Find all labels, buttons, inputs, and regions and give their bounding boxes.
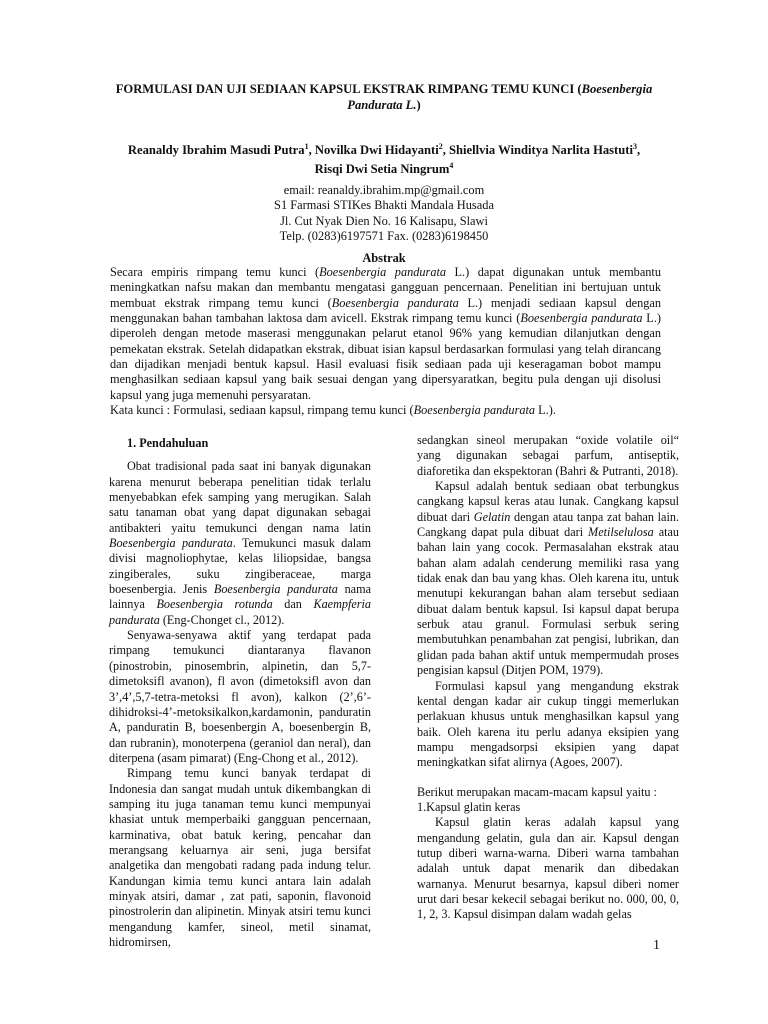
page-number: 1 [653, 938, 660, 953]
abstract-body [110, 265, 661, 418]
author-3: , Shiellvia Winditya Narlita Hastuti [442, 143, 633, 158]
abstract-sci: Boesenbergia pandurata [520, 311, 643, 326]
author-email: email: reanaldy.ibrahim.mp@gmail.com [283, 183, 485, 197]
keywords-text: L.). [535, 403, 556, 418]
title-close: ) [416, 98, 421, 112]
sci-name: Kaempferia pandurata [109, 597, 371, 627]
text-seg: (Eng-Chonget cl., 2012). [159, 612, 285, 627]
paragraph: Formulasi kapsul yang mengandung ekstrak kental dengan kadar air cukup tinggi memerlukan perlakuan khusus untuk menghasilkan kapsul yang baik. Oleh karena itu perlu adanya eksipien yang mampu mengadsorpsi eksipien yang dapat meningkatkan sifat alirnya (Agoes, 2007). [417, 678, 679, 770]
abstract-sci: Boesenbergia pandurata [319, 265, 447, 279]
address: Jl. Cut Nyak Dien No. 16 Kalisapu, Slawi [280, 213, 488, 228]
abstract-seg: L.) dapat digunakan untuk membantu meningkatkan nafsu makan dan membantu mengatasi gangguan pencernaan. Penelitian ini bertujuan untuk membuat ekstrak rimpang temu kunci ( [110, 265, 661, 310]
keywords [110, 403, 661, 418]
abstract-text [110, 265, 661, 403]
abstract-heading: Abstrak [362, 251, 406, 265]
author-2: , Novilka Dwi Hidayanti [308, 143, 439, 158]
left-column [109, 433, 371, 950]
affiliation: S1 Farmasi STIKes Bhakti Mandala Husada [274, 198, 494, 213]
sci-name: Boesenbergia pandurata [213, 582, 338, 597]
sci-name: Boesenbergia rotunda [156, 597, 273, 612]
author-4: Risqi Dwi Setia Ningrum [314, 162, 450, 177]
author-1: Reanaldy Ibrahim Masudi Putra [127, 143, 305, 158]
paragraph [109, 459, 371, 628]
paragraph: Kapsul glatin keras adalah kapsul yang mengandung gelatin, gula dan air. Kapsul dengan tutup diberi warna-warna. Diberi warna tambahan adalah untuk dapat menarik dan dibedakan warnanya. Menurut besarnya, kapsul diberi nomer urut dari besar kekecil sebagai berikut no. 000, 00, 0, 1, 2, 3. Kapsul disimpan dalam wadah gelas [417, 815, 679, 922]
paper-title [110, 81, 658, 113]
text-seg: atau bahan lain yang cocok. Permasalahan ekstrak atau bahan alam adalah cenderung memiliki rasa yang tidak enak dan bau yang khas. Oleh karena itu, untuk menutupi kekurangan bahan alam tersebut sediaan dibuat dalam bentuk kapsul. Isi kapsul dapat berupa serbuk atau granul. Formulasi serbuk sering membutuhkan penambahan zat pengisi, lubrikan, dan glidan pada bahan aktif untuk mempermudah proses pengisian kapsul (Ditjen POM, 1979). [417, 525, 679, 678]
list-heading: 1.Kapsul glatin keras [417, 799, 521, 814]
author-3-affil: 3 [632, 142, 637, 151]
paragraph: Berikut merupakan macam-macam kapsul yaitu : [417, 784, 657, 799]
right-column [417, 433, 679, 923]
section-heading-pendahuluan: 1. Pendahuluan [127, 436, 209, 450]
abstract-seg: L.) diperoleh dengan metode maserasi menggunakan pelarut etanol 96% yang kemudian dilanjutkan dengan pemekatan ekstrak. Setelah didapatkan ekstrak, dibuat isian kapsul berdasarkan formulasi yang telah dirancang dan dijadikan menjadi bentuk kapsul. Hasil evaluasi fisik sediaan pada uji keseragaman bobot mampu menghasilkan sediaan kapsul yang baik sesuai dengan yang dipersyaratkan, begitu pula dengan uji disolusi kapsul yang juga memenuhi persyaratan. [110, 311, 661, 402]
author-list [110, 139, 658, 177]
keywords-text: Kata kunci : Formulasi, sediaan kapsul, rimpang temu kunci ( [110, 403, 414, 418]
text-seg: dengan atau tanpa zat bahan lain. Cangkang dapat pula dibuat dari [417, 509, 679, 540]
contact-block [150, 183, 618, 245]
abstract-seg: L.) menjadi sediaan kapsul dengan menggunakan bahan tambahan laktosa dam avicell. Ekstrak rimpang temu kunci ( [110, 295, 661, 326]
italic-term: Gelatin [473, 509, 511, 524]
author-sep: , [636, 143, 641, 158]
keywords-sci: Boesenbergia pandurata [413, 403, 536, 418]
abstract-seg: Secara empiris rimpang temu kunci ( [110, 265, 320, 279]
sci-name: Boesenbergia pandurata [109, 536, 233, 551]
author-1-affil: 1 [304, 142, 309, 151]
paragraph: sedangkan sineol merupakan “oxide volatile oil“ yang digunakan sebagai parfum, antiseptik, diaforetika dan ekspektoran (Bahri & Putranti, 2018). [417, 433, 679, 478]
paragraph: Senyawa-senyawa aktif yang terdapat pada rimpang temukunci diantaranya flavanon (pinostrobin, pinosembrin, alpinetin, dan 5,7-dimetoksifl avanon), fl avon (dimetoksifl avon dan 3’,4’,5,7-tetra-metoksi fl avon), kalkon (2’,6’-dihidroksi-4’-metoksikalkon,kardamonin, panduratin A, panduratin B, boesenbergin A, boesenbergin B, dan rubranin), monoterpena (geraniol dan neral), dan diterpena (asam pimarat) (Eng-Chong et al., 2012). [109, 628, 371, 765]
text-seg: Kapsul adalah bentuk sediaan obat terbungkus cangkang kapsul keras atau lunak. Cangkang kapsul dibuat dari [417, 479, 679, 524]
phone-fax: Telp. (0283)6197571 Fax. (0283)6198450 [279, 229, 489, 244]
text-seg: Obat tradisional pada saat ini banyak digunakan karena menurut beberapa penelitian tidak terlalu menyebabkan efek samping yang merugikan. Salah satu tanaman obat yang dapat digunakan sebagai antibakteri yaitu temukunci dengan nama latin [109, 459, 371, 535]
author-4-affil: 4 [449, 161, 454, 171]
abstract-sci: Boesenbergia pandurata [331, 295, 459, 310]
spacer [417, 771, 679, 785]
text-seg: . Temukunci masuk dalam divisi magnoliophytae, kelas liliopsidae, bangsa zingiberales, suku zingiberaceae, marga boesenbergia. Jenis [109, 536, 371, 597]
author-2-affil: 2 [438, 142, 443, 151]
text-seg: dan [272, 597, 314, 612]
paragraph [417, 479, 679, 678]
paragraph: Rimpang temu kunci banyak terdapat di Indonesia dan sangat mudah untuk dikembangkan di samping itu juga tanaman temu kunci mempunyai khasiat untuk memperbaiki gangguan pencernaan, karminativa, obat batuk kering, pencahar dan merangsang keluarnya air seni, juga bersifat analgetika dan mengobati radang pada indung telur. Kandungan kimia temu kunci antara lain adalah minyak atsiri, damar , zat pati, saponin, flavonoid pinostrolerin dan alipinetin. Minyak atsiri temu kunci mengandung kamfer, sineol, metil sinamat, hidromirsen, [109, 766, 371, 949]
title-scientific-name: Boesenbergia Pandurata L. [347, 82, 653, 112]
text-seg: nama lainnya [109, 582, 371, 612]
title-text: FORMULASI DAN UJI SEDIAAN KAPSUL EKSTRAK RIMPANG TEMU KUNCI ( [115, 82, 582, 96]
italic-term: Metilselulosa [588, 525, 654, 540]
